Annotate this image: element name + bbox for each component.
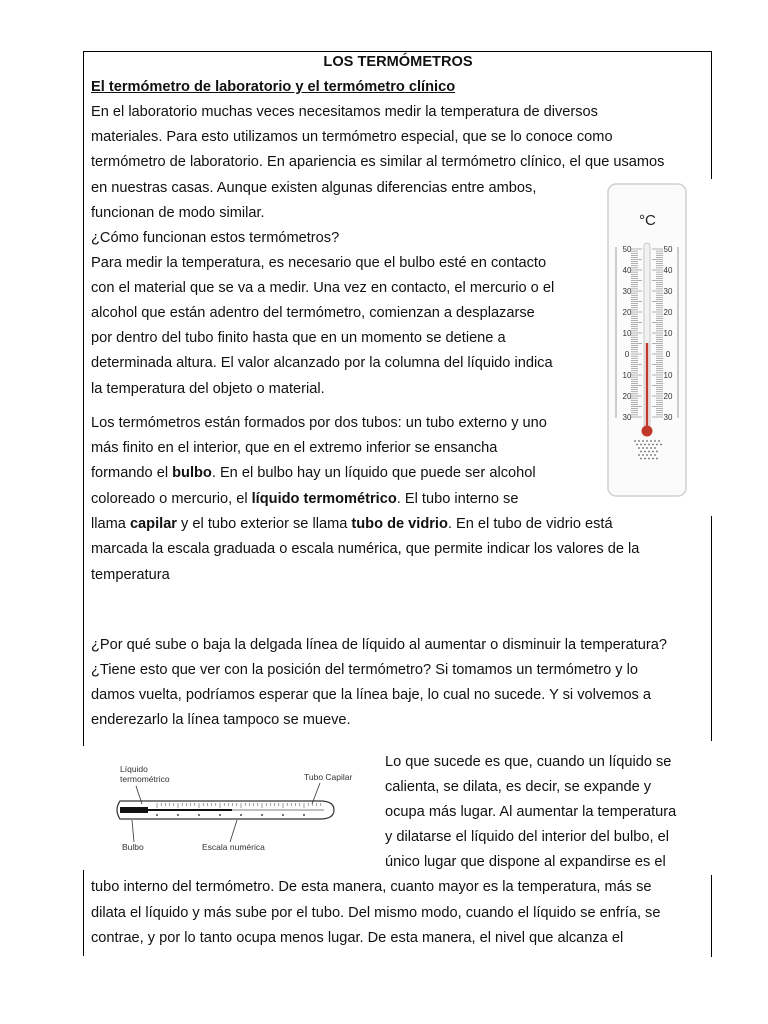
tick-label: 30 — [622, 287, 632, 296]
paragraph-line: ocupa más lugar. Al aumentar la temperatura — [385, 804, 677, 820]
tick-label: 50 — [663, 245, 673, 254]
diagram-tick-mark — [240, 814, 242, 816]
text-run: coloreado o mercurio, el — [91, 491, 252, 507]
grille-dot — [638, 454, 640, 456]
grille-dot — [650, 440, 652, 442]
paragraph-line: alcohol que están adentro del termómetro, comienzan a desplazarse — [91, 305, 535, 321]
diagram-tick-mark — [177, 814, 179, 816]
tick-label: 20 — [622, 308, 632, 317]
frame-top-border — [83, 51, 712, 52]
grille-dot — [656, 458, 658, 460]
paragraph-line: damos vuelta, podríamos esperar que la línea baje, lo cual no sucede. Y si volvemos a — [91, 687, 652, 703]
grille-dot — [656, 444, 658, 446]
question-line: ¿Cómo funcionan estos termómetros? — [91, 230, 340, 246]
grille-dot — [636, 444, 638, 446]
text-run: . El tubo interno se — [396, 491, 519, 507]
paragraph-line: más finito en el interior, que en el extremo inferior se ensancha — [91, 440, 498, 456]
unit-label: °C — [639, 212, 656, 229]
paragraph-line: contrae, y por lo tanto ocupa menos lugar. De esta manera, el nivel que alcanza el — [91, 930, 624, 946]
tick-label: 10 — [663, 371, 673, 380]
diagram-tick-mark — [282, 814, 284, 816]
paragraph-line: enderezarlo la línea tampoco se mueve. — [91, 712, 351, 728]
tick-labels-right — [664, 245, 673, 422]
term-liquido-termometrico: líquido termométrico — [251, 491, 397, 507]
diagram-tick-mark — [303, 814, 305, 816]
grille-dot — [652, 444, 654, 446]
grille-dot — [648, 451, 650, 453]
grille-dot — [638, 440, 640, 442]
paragraph-line: determinada altura. El valor alcanzado por la columna del líquido indica — [91, 355, 553, 371]
paragraph-line: con el material que se va a medir. Una vez en contacto, el mercurio o el — [91, 280, 555, 296]
paragraph-line: único lugar que dispone al expandirse es el — [385, 854, 666, 870]
frame-left-border-lower — [83, 870, 84, 956]
term-tubo-de-vidrio: tubo de vidrio — [351, 516, 448, 532]
pointer-bulb — [132, 820, 134, 842]
paragraph-line: termómetro de laboratorio. En apariencia es similar al termómetro clínico, el que usamos — [91, 154, 665, 170]
text-run: y el tubo exterior se llama — [177, 516, 352, 532]
grille-dot — [654, 454, 656, 456]
grille-dot — [642, 454, 644, 456]
paragraph-line: Los termómetros están formados por dos tubos: un tubo externo y uno — [91, 415, 547, 431]
grille-dot — [642, 440, 644, 442]
grille-dot — [654, 440, 656, 442]
frame-right-border-mid — [711, 516, 712, 741]
page-title: LOS TERMÓMETROS — [323, 54, 473, 70]
pointer-scale — [230, 820, 237, 842]
section-subtitle: El termómetro de laboratorio y el termómetro clínico — [91, 79, 456, 95]
paragraph-line: funcionan de modo similar. — [91, 205, 265, 221]
paragraph-line — [91, 464, 536, 482]
term-bulbo: bulbo — [172, 465, 212, 481]
tick-label: 20 — [663, 392, 673, 401]
grille-dot — [644, 444, 646, 446]
tick-label: 30 — [663, 413, 673, 422]
grille-dot — [646, 447, 648, 449]
grille-dot — [660, 444, 662, 446]
tick-label: 10 — [622, 329, 632, 338]
label-liquid-line1: Líquido — [120, 764, 148, 774]
label-bulb: Bulbo — [122, 842, 144, 852]
paragraph-line: ¿Tiene esto que ver con la posición del termómetro? Si tomamos un termómetro y lo — [91, 662, 638, 678]
grille-dot — [652, 451, 654, 453]
tick-label: 20 — [663, 308, 673, 317]
text-run: . En el bulbo hay un líquido que puede ser alcohol — [211, 465, 536, 481]
diagram-tick-mark — [198, 814, 200, 816]
paragraph-line: dilata el líquido y más sube por el tubo. Del mismo modo, cuando el líquido se enfría, se — [91, 905, 661, 921]
frame-right-border-lower — [711, 875, 712, 957]
liquid-bulb — [642, 426, 653, 437]
paragraph-line: marcada la escala graduada o escala numérica, que permite indicar los valores de la — [91, 541, 640, 557]
paragraph-line: ¿Por qué sube o baja la delgada línea de líquido al aumentar o disminuir la temperatura? — [91, 637, 668, 653]
text-run: . En el tubo de vidrio está — [447, 516, 613, 532]
diagram-tick-mark — [156, 814, 158, 816]
grille-dot — [640, 451, 642, 453]
paragraph-line: tubo interno del termómetro. De esta manera, cuanto mayor es la temperatura, más se — [91, 879, 652, 895]
grille-dot — [650, 447, 652, 449]
diagram-tick-mark — [219, 814, 221, 816]
paragraph-line: Para medir la temperatura, es necesario que el bulbo esté en contacto — [91, 255, 547, 271]
tick-label: 0 — [665, 350, 671, 359]
tick-label: 30 — [663, 287, 673, 296]
paragraph-line: temperatura — [91, 567, 170, 583]
grille-dot — [654, 447, 656, 449]
text-run: formando el — [91, 465, 173, 481]
grille-dot — [642, 447, 644, 449]
paragraph-line: por dentro del tubo finito hasta que en un momento se detiene a — [91, 330, 506, 346]
grille-dot — [646, 440, 648, 442]
grille-dot — [658, 440, 660, 442]
paragraph-line: y dilatarse el líquido del interior del bulbo, el — [385, 829, 669, 845]
label-scale: Escala numérica — [202, 842, 265, 852]
paragraph-line — [91, 490, 518, 508]
tick-label: 10 — [622, 371, 632, 380]
tick-label: 20 — [622, 392, 632, 401]
tick-label: 0 — [624, 350, 630, 359]
grille-dot — [644, 458, 646, 460]
paragraph-line: En el laboratorio muchas veces necesitamos medir la temperatura de diversos — [91, 104, 598, 120]
grille-dot — [646, 454, 648, 456]
grille-dot — [648, 458, 650, 460]
grille-dot — [644, 451, 646, 453]
frame-left-border — [83, 51, 84, 746]
paragraph-line: calienta, se dilata, es decir, se expande y — [385, 779, 652, 795]
grille-dot — [648, 444, 650, 446]
paragraph-line: materiales. Para esto utilizamos un termómetro especial, que se lo conoce como — [91, 129, 613, 145]
grille-dot — [638, 447, 640, 449]
grille-dot — [650, 454, 652, 456]
grille-dot — [640, 458, 642, 460]
tick-labels-left — [623, 245, 632, 422]
paragraph-line: en nuestras casas. Aunque existen algunas diferencias entre ambos, — [91, 180, 537, 196]
paragraph-line: Lo que sucede es que, cuando un líquido se — [385, 754, 672, 770]
liquid-column — [646, 343, 648, 429]
grille-dot — [652, 458, 654, 460]
label-liquid-line2: termométrico — [120, 774, 170, 784]
tick-label: 40 — [622, 266, 632, 275]
paragraph-line — [91, 515, 613, 533]
bulb-liquid — [120, 807, 148, 813]
tick-label: 10 — [663, 329, 673, 338]
term-capilar: capilar — [129, 516, 177, 532]
diagram-tick-mark — [261, 814, 263, 816]
grille-dot — [634, 440, 636, 442]
wall-thermometer-image — [607, 183, 687, 497]
tick-label: 30 — [622, 413, 632, 422]
paragraph-line: la temperatura del objeto o material. — [91, 381, 325, 397]
tick-label: 40 — [663, 266, 673, 275]
lab-thermometer-diagram — [112, 760, 374, 860]
grille-dot — [640, 444, 642, 446]
text-run: llama — [91, 516, 130, 532]
grille-dot — [656, 451, 658, 453]
tick-label: 50 — [622, 245, 632, 254]
label-capillary: Tubo Capilar — [304, 772, 353, 782]
